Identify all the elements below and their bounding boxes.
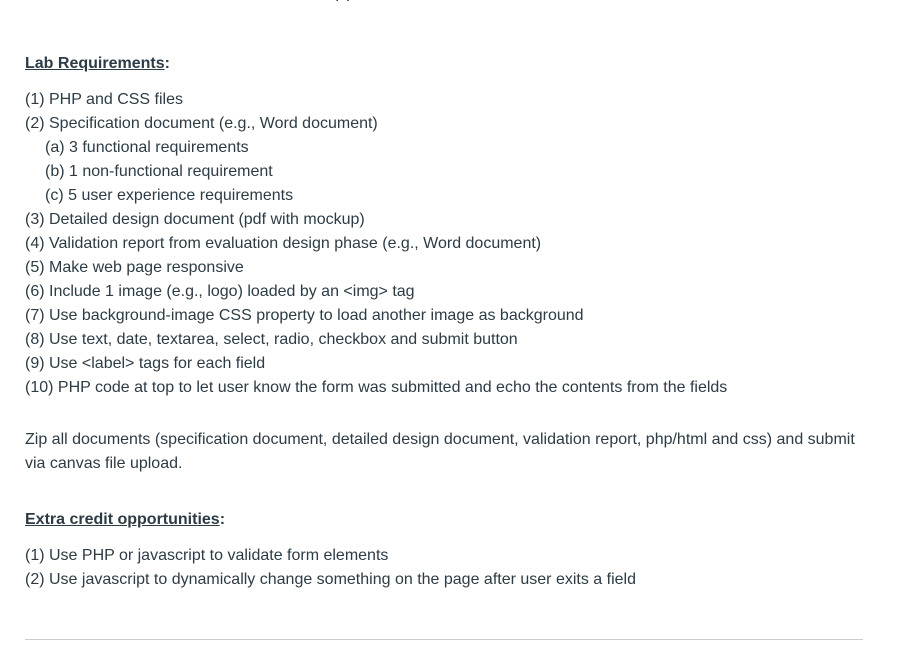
list-item: (7) Use background-image CSS property to load another image as background [25,307,584,324]
list-item: (10) PHP code at top to let user know the form was submitted and echo the contents from the fields [25,379,728,396]
list-item: (8) Use text, date, textarea, select, radio, checkbox and submit button [25,331,518,348]
lab-requirements-list [25,88,727,400]
cut-off-text [335,0,351,6]
lab-requirements-heading [25,52,170,76]
list-item: (4) Validation report from evaluation design phase (e.g., Word document) [25,235,542,252]
lab-requirements-heading-text: Lab Requirements [25,55,165,72]
list-item: (1) PHP and CSS files [25,91,183,108]
list-item: (6) Include 1 image (e.g., logo) loaded by an <img> tag [25,283,415,300]
heading-colon: : [164,55,170,72]
sub-list-item: (b) 1 non-functional requirement [45,163,273,180]
extra-credit-list [25,544,636,592]
extra-credit-heading-text: Extra credit opportunities [25,511,220,528]
list-item: (2) Use javascript to dynamically change something on the page after user exits a field [25,571,636,588]
list-item: (2) Specification document (e.g., Word document) [25,115,378,132]
sub-list-item: (c) 5 user experience requirements [45,187,294,204]
list-item: (3) Detailed design document (pdf with mockup) [25,211,365,228]
list-item: (9) Use <label> tags for each field [25,355,266,372]
horizontal-divider [25,639,863,640]
list-item: (1) Use PHP or javascript to validate form elements [25,547,389,564]
extra-credit-heading [25,508,225,532]
zip-instructions: Zip all documents (specification document, detailed design document, validation report, php/html and css) and submit via canvas file upload. [25,431,855,472]
sub-list-item: (a) 3 functional requirements [45,139,249,156]
heading-colon: : [219,511,226,528]
list-item: (5) Make web page responsive [25,259,244,276]
